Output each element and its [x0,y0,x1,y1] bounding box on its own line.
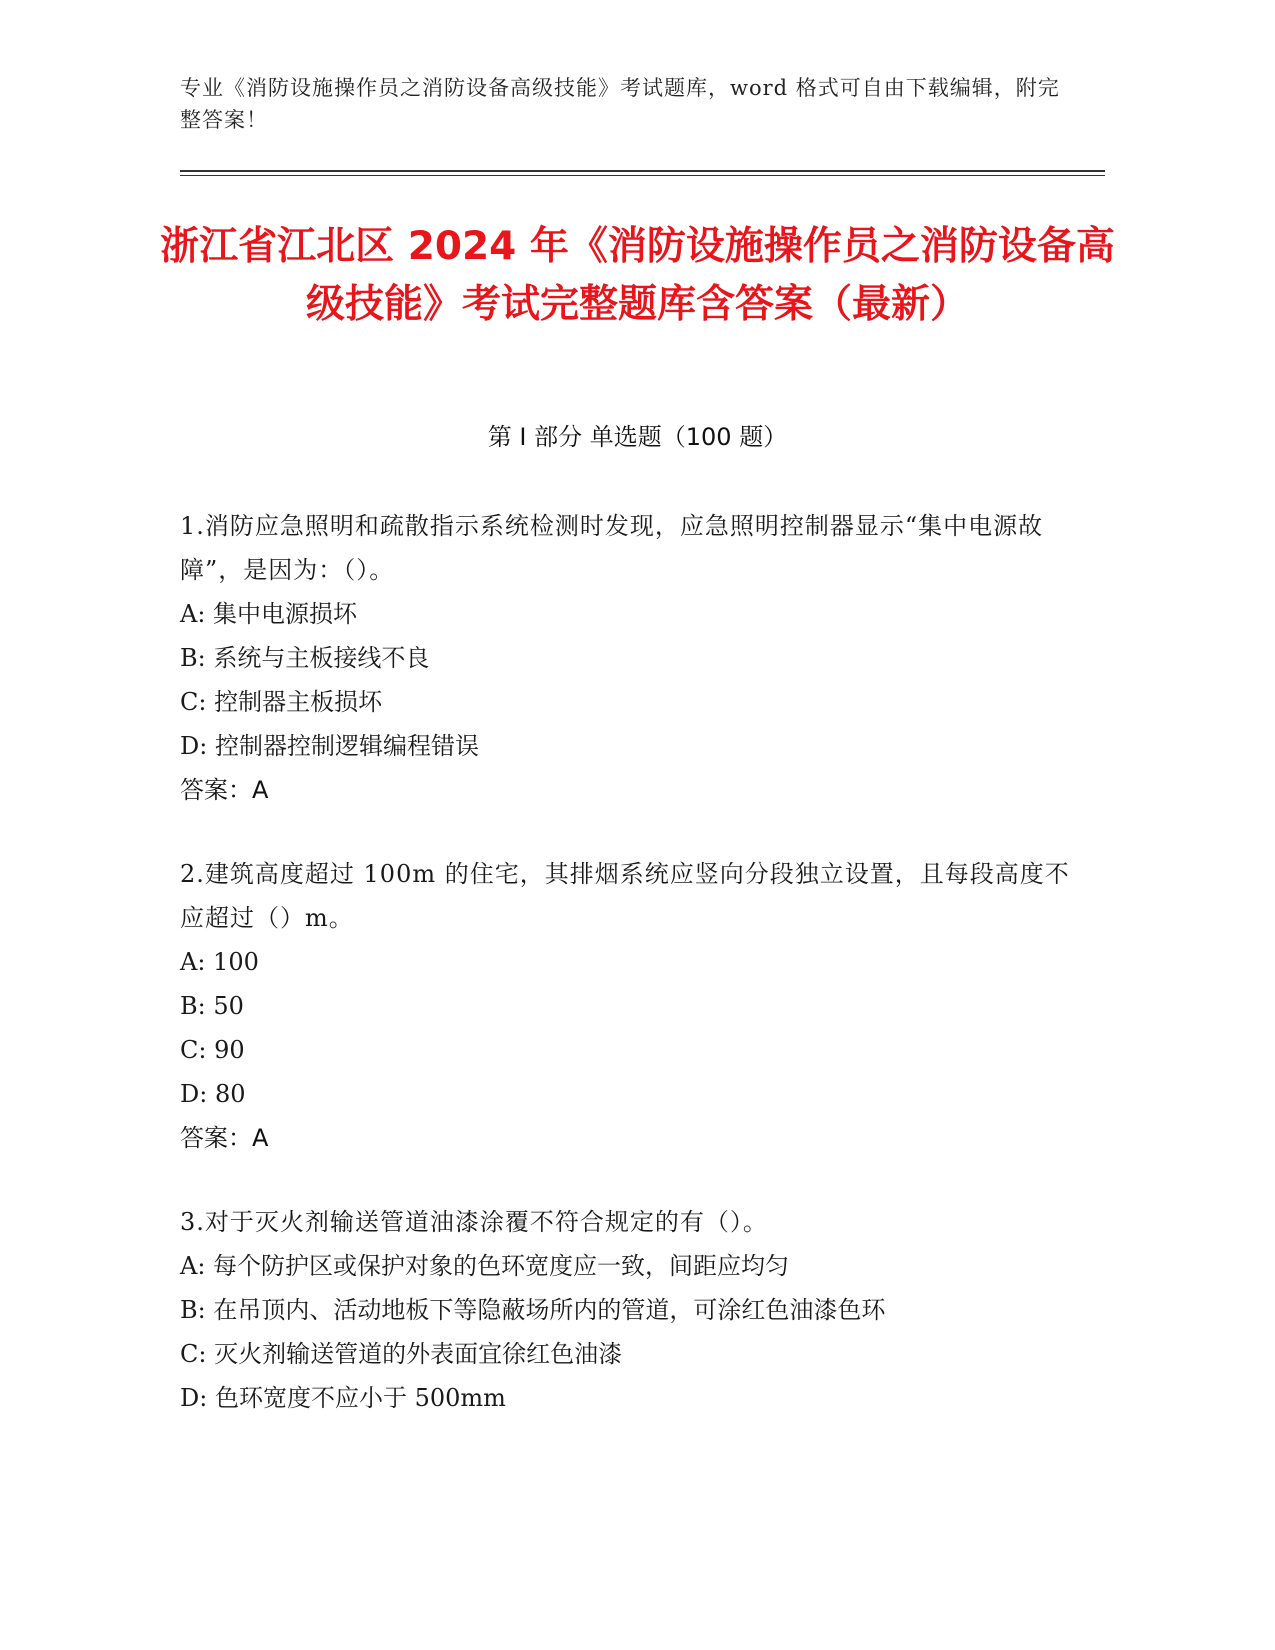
header-note: 专业《消防设施操作员之消防设备高级技能》考试题库，word 格式可自由下载编辑，附完整答案！ [180,76,1060,132]
answer: 答案：A [180,1124,269,1152]
option-a: A: 100 [180,948,259,976]
option-d: D: 80 [180,1080,246,1108]
question-stem: 1.消防应急照明和疏散指示系统检测时发现，应急照明控制器显示“集中电源故障”，是因为：（）。 [180,512,1044,584]
section-heading: 第 I 部分 单选题（100 题） [487,423,788,451]
option-a: A: 每个防护区或保护对象的色环宽度应一致，间距应均匀 [180,1252,790,1280]
option-b: B: 在吊顶内、活动地板下等隐蔽场所内的管道，可涂红色油漆色环 [180,1296,886,1324]
question-stem: 3.对于灭火剂输送管道油漆涂覆不符合规定的有（）。 [180,1208,768,1236]
option-b: B: 50 [180,992,244,1020]
header-divider-thick [180,170,1105,172]
document-title: 浙江省江北区 2024 年《消防设施操作员之消防设备高级技能》考试完整题库含答案（最新） [160,224,1115,327]
option-a: A: 集中电源损坏 [180,600,358,628]
question-stem: 2.建筑高度超过 100m 的住宅，其排烟系统应竖向分段独立设置，且每段高度不应超过（）m。 [180,860,1070,932]
answer: 答案：A [180,776,269,804]
question-3 [180,1200,1080,1420]
question-1 [180,504,1080,812]
option-d: D: 色环宽度不应小于 500mm [180,1384,506,1412]
option-d: D: 控制器控制逻辑编程错误 [180,732,479,760]
option-c: C: 90 [180,1036,245,1064]
option-b: B: 系统与主板接线不良 [180,644,430,672]
header-divider-thin [180,175,1105,176]
option-c: C: 灭火剂输送管道的外表面宜徐红色油漆 [180,1340,623,1368]
question-2 [180,852,1080,1160]
option-c: C: 控制器主板损坏 [180,688,383,716]
